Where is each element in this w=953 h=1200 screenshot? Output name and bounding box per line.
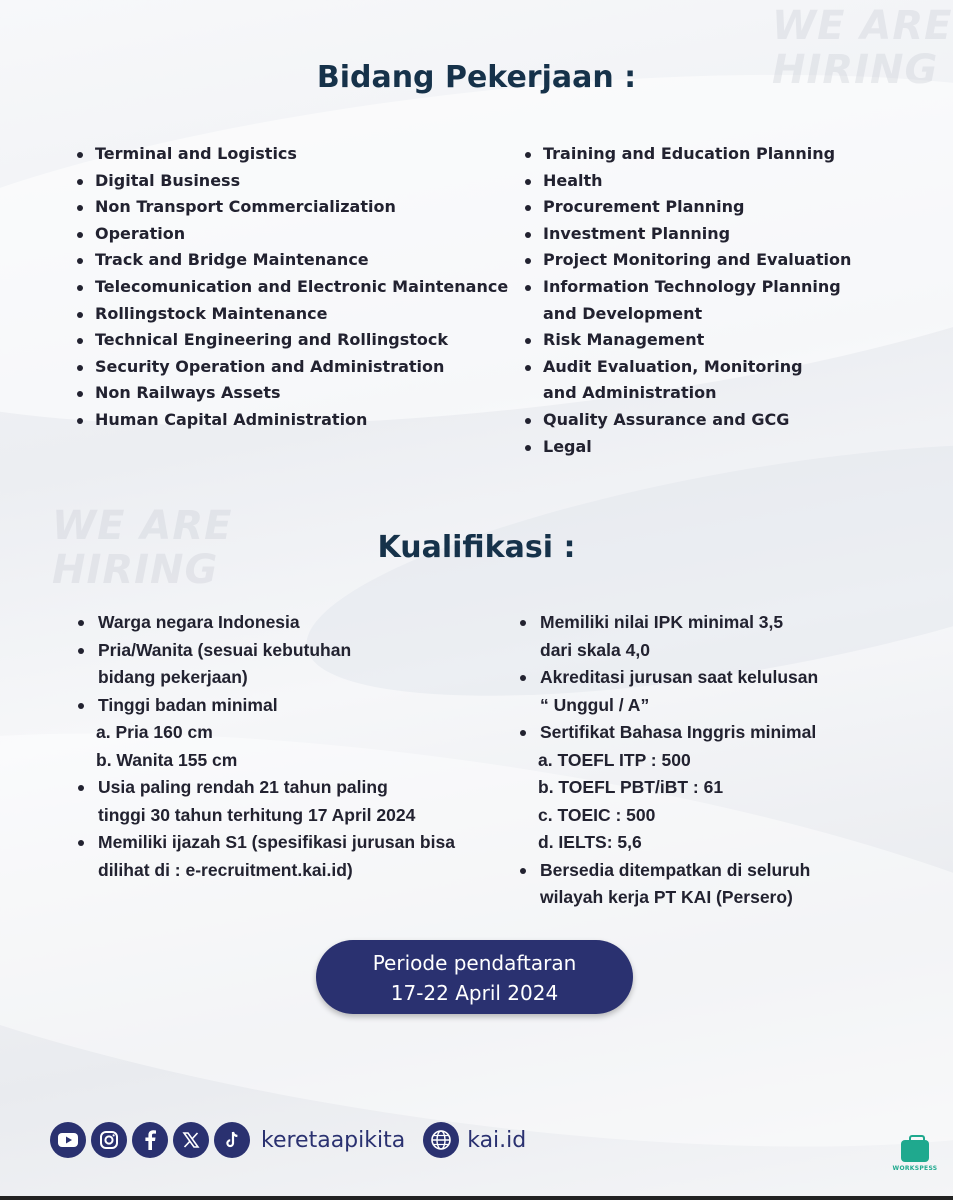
list-item: Quality Assurance and GCG bbox=[525, 407, 851, 434]
list-item: Bersedia ditempatkan di seluruh bbox=[520, 857, 818, 885]
list-item-continuation: “ Unggul / A” bbox=[540, 694, 650, 715]
list-item-continuation: tinggi 30 tahun terhitung 17 April 2024 bbox=[98, 804, 416, 825]
list-item: Sertifikat Bahasa Inggris minimal bbox=[520, 719, 818, 747]
kualifikasi-title: Kualifikasi : bbox=[377, 530, 576, 565]
list-subitem: b. Wanita 155 cm bbox=[96, 749, 238, 770]
instagram-icon[interactable] bbox=[91, 1122, 127, 1158]
list-item: Non Railways Assets bbox=[77, 380, 508, 407]
list-item: Legal bbox=[525, 434, 851, 461]
list-item: Technical Engineering and Rollingstock bbox=[77, 327, 508, 354]
briefcase-icon bbox=[901, 1140, 929, 1162]
list-item: Operation bbox=[77, 221, 508, 248]
list-item-continuation: and Development bbox=[543, 303, 703, 323]
list-item: Health bbox=[525, 168, 851, 195]
list-item: Memiliki ijazah S1 (spesifikasi jurusan bisa bbox=[78, 829, 455, 857]
kualifikasi-list-right bbox=[520, 609, 818, 912]
list-item: Training and Education Planning bbox=[525, 141, 851, 168]
list-item: Terminal and Logistics bbox=[77, 141, 508, 168]
list-item: Investment Planning bbox=[525, 221, 851, 248]
list-item: Procurement Planning bbox=[525, 194, 851, 221]
bidang-title: Bidang Pekerjaan : bbox=[316, 60, 637, 95]
list-item: Audit Evaluation, Monitoring bbox=[525, 354, 851, 381]
list-item: Digital Business bbox=[77, 168, 508, 195]
list-item: Telecomunication and Electronic Maintenance bbox=[77, 274, 508, 301]
kualifikasi-list-left bbox=[78, 609, 455, 884]
list-item-continuation: dari skala 4,0 bbox=[540, 639, 650, 660]
list-item: Pria/Wanita (sesuai kebutuhan bbox=[78, 637, 455, 665]
bidang-list-right bbox=[525, 141, 851, 460]
tiktok-icon[interactable] bbox=[214, 1122, 250, 1158]
list-item: Tinggi badan minimal bbox=[78, 692, 455, 720]
list-item: Memiliki nilai IPK minimal 3,5 bbox=[520, 609, 818, 637]
globe-icon bbox=[423, 1122, 459, 1158]
watermark-middle: WE ARE HIRING bbox=[52, 503, 233, 593]
registration-period-badge bbox=[316, 940, 633, 1014]
list-item: Project Monitoring and Evaluation bbox=[525, 247, 851, 274]
list-subitem: b. TOEFL PBT/iBT : 61 bbox=[538, 777, 724, 797]
list-subitem: c. TOEIC : 500 bbox=[538, 804, 656, 825]
list-subitem: a. TOEFL ITP : 500 bbox=[538, 749, 691, 770]
bottom-border bbox=[0, 1196, 953, 1200]
list-item: Rollingstock Maintenance bbox=[77, 301, 508, 328]
list-item: Security Operation and Administration bbox=[77, 354, 508, 381]
watermark-top: WE ARE HIRING bbox=[772, 3, 953, 93]
list-item-continuation: wilayah kerja PT KAI (Persero) bbox=[540, 887, 793, 907]
list-item: Non Transport Commercialization bbox=[77, 194, 508, 221]
website-link[interactable]: kai.id bbox=[467, 1127, 527, 1153]
bidang-list-left bbox=[77, 141, 508, 434]
period-dates: 17-22 April 2024 bbox=[390, 981, 559, 1005]
corner-logo-text: WORKSPESS bbox=[892, 1165, 938, 1172]
facebook-icon[interactable] bbox=[132, 1122, 168, 1158]
social-handle[interactable]: keretaapikita bbox=[261, 1127, 406, 1153]
youtube-icon[interactable] bbox=[50, 1122, 86, 1158]
list-item-continuation: bidang pekerjaan) bbox=[98, 667, 248, 687]
list-subitem: d. IELTS: 5,6 bbox=[538, 832, 642, 852]
x-icon[interactable] bbox=[173, 1122, 209, 1158]
list-item: Warga negara Indonesia bbox=[78, 609, 455, 637]
list-item-continuation: and Administration bbox=[543, 383, 717, 403]
list-item: Track and Bridge Maintenance bbox=[77, 247, 508, 274]
period-label: Periode pendaftaran bbox=[372, 951, 577, 975]
list-item: Human Capital Administration bbox=[77, 407, 508, 434]
list-item: Akreditasi jurusan saat kelulusan bbox=[520, 664, 818, 692]
list-subitem: a. Pria 160 cm bbox=[96, 722, 213, 742]
list-item: Risk Management bbox=[525, 327, 851, 354]
list-item: Information Technology Planning bbox=[525, 274, 851, 301]
list-item: Usia paling rendah 21 tahun paling bbox=[78, 774, 455, 802]
social-footer bbox=[50, 1122, 526, 1158]
list-item-continuation: dilihat di : e-recruitment.kai.id) bbox=[98, 859, 353, 880]
workspess-logo bbox=[890, 1140, 940, 1184]
